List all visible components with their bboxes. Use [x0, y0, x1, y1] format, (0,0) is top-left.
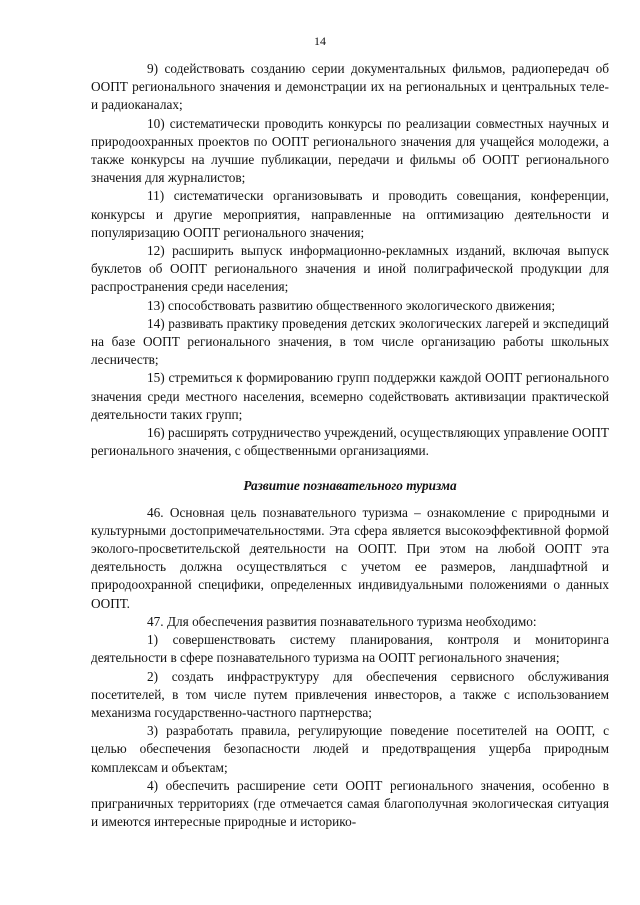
paragraph-46: 46. Основная цель познавательного туризма – ознакомление с природными и культурными достопримечательностями. Эта сфера является высокоэффективной формой эколого-просветительской деятельности на ООПТ. При этом на любой ООПТ эта деятельность должна осуществляться с учетом ее размеров, ландшафтной и природоохранной специфики, определенных индивидуальными положениями о данных ООПТ. [91, 504, 609, 611]
list-item-9: 9) содействовать созданию серии документальных фильмов, радиопередач об ООПТ регионального значения и демонстрации их на региональных и центральных теле- и радиоканалах; [91, 61, 609, 113]
list-item-10: 10) систематически проводить конкурсы по реализации совместных научных и природоохранных проектов по ООПТ регионального значения для учащейся молодежи, а также конкурсы на лучшие публикации, передачи и фильмы об ООПТ регионального значения для журналистов; [91, 115, 609, 186]
list-item-11: 11) систематически организовывать и проводить совещания, конференции, конкурсы и другие мероприятия, направленные на оптимизацию деятельности и популяризацию ООПТ регионального значения; [91, 188, 609, 240]
page-content [91, 60, 609, 831]
sub-item-3: 3) разработать правила, регулирующие поведение посетителей на ООПТ, с целью обеспечения безопасности людей и предотвращения ущерба природным комплексам и объектам; [91, 723, 609, 775]
sub-item-1: 1) совершенствовать систему планирования, контроля и мониторинга деятельности в сфере познавательного туризма на ООПТ регионального значения; [91, 632, 609, 666]
list-item-12: 12) расширить выпуск информационно-рекламных изданий, включая выпуск буклетов об ООПТ регионального значения и иной полиграфической продукции для распространения среди населения; [91, 243, 609, 295]
paragraph-47: 47. Для обеспечения развития познавательного туризма необходимо: [147, 613, 537, 629]
sub-item-2: 2) создать инфраструктуру для обеспечения сервисного обслуживания посетителей, в том числе путем привлечения инвесторов, а также с использованием механизма государственно-частного партнерства; [91, 668, 609, 720]
page-number: 14 [314, 34, 326, 48]
list-item-13: 13) способствовать развитию общественного экологического движения; [147, 297, 556, 313]
list-item-16: 16) расширять сотрудничество учреждений, осуществляющих управление ООПТ регионального значения, с общественными организациями. [91, 425, 609, 459]
list-item-15: 15) стремиться к формированию групп поддержки каждой ООПТ регионального значения среди местного населения, всемерно содействовать активизации практической деятельности таких групп; [91, 370, 609, 422]
sub-item-4: 4) обеспечить расширение сети ООПТ регионального значения, особенно в приграничных территориях (где отмечается самая благополучная экологическая ситуация и имеются интересные природные и историко- [91, 777, 609, 830]
section-heading: Развитие познавательного туризма [243, 478, 457, 494]
list-item-14: 14) развивать практику проведения детских экологических лагерей и экспедиций на базе ООПТ регионального значения, в том числе организацию работы школьных лесничеств; [91, 315, 609, 368]
